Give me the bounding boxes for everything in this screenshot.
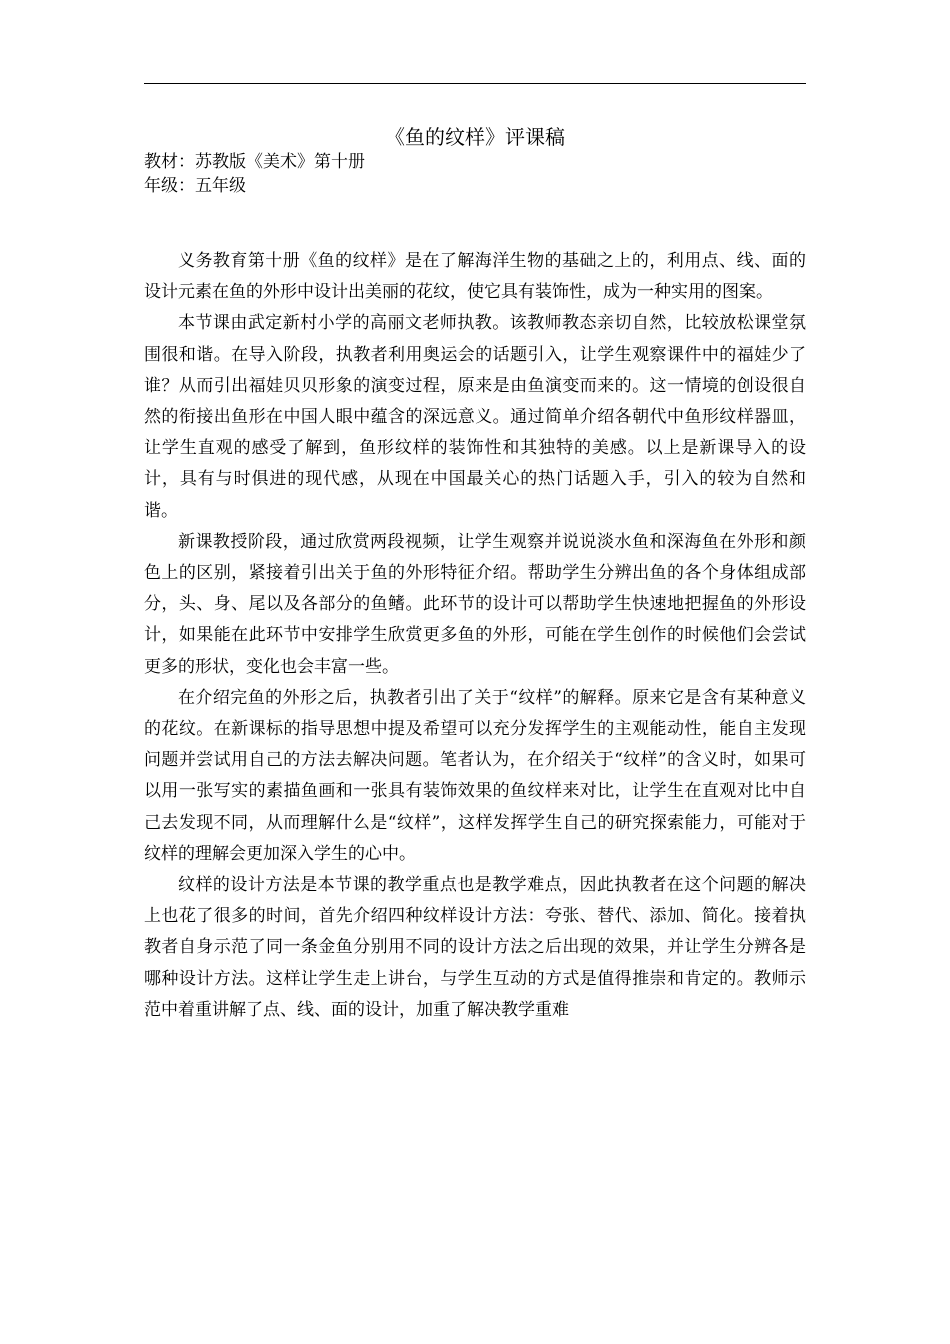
- textbook-line: 教材：苏教版《美术》第十册: [144, 152, 365, 172]
- document-title: 《鱼的纹样》评课稿: [385, 125, 565, 149]
- paragraph: 本节课由武定新村小学的高丽文老师执教。该教师教态亲切自然，比较放松课堂氛围很和谐。在导入阶段，执教者利用奥运会的话题引入，让学生观察课件中的福娃少了谁？从而引出福娃贝贝形象的演变过程，原来是由鱼演变而来的。这一情境的创设很自然的衔接出鱼形在中国人眼中蕴含的深远意义。通过简单介绍各朝代中鱼形纹样器皿，让学生直观的感受了解到，鱼形纹样的装饰性和其独特的美感。以上是新课导入的设计，具有与时俱进的现代感，从现在中国最关心的热门话题入手，引入的较为自然和谐。: [144, 313, 806, 521]
- paragraph: 义务教育第十册《鱼的纹样》是在了解海洋生物的基础之上的，利用点、线、面的设计元素在鱼的外形中设计出美丽的花纹，使它具有装饰性，成为一种实用的图案。: [144, 251, 806, 303]
- paragraph: 在介绍完鱼的外形之后，执教者引出了关于“纹样”的解释。原来它是含有某种意义的花纹。在新课标的指导思想中提及希望可以充分发挥学生的主观能动性，能自主发现问题并尝试用自己的方法去解决问题。笔者认为，在介绍关于“纹样”的含义时，如果可以用一张写实的素描鱼画和一张具有装饰效果的鱼纹样来对比，让学生在直观对比中自己去发现不同，从而理解什么是“纹样”，这样发挥学生自己的研究探索能力，可能对于纹样的理解会更加深入学生的心中。: [144, 687, 806, 864]
- document-body: [144, 246, 806, 1026]
- paragraph: 纹样的设计方法是本节课的教学重点也是教学难点，因此执教者在这个问题的解决上也花了很多的时间，首先介绍四种纹样设计方法：夸张、替代、添加、简化。接着执教者自身示范了同一条金鱼分别用不同的设计方法之后出现的效果，并让学生分辨各是哪种设计方法。这样让学生走上讲台，与学生互动的方式是值得推崇和肯定的。教师示范中着重讲解了点、线、面的设计，加重了解决教学重难: [144, 875, 806, 1020]
- document-page: [144, 0, 806, 1344]
- grade-line: 年级：五年级: [144, 176, 246, 196]
- header-rule: [144, 83, 806, 84]
- paragraph: 新课教授阶段，通过欣赏两段视频，让学生观察并说说淡水鱼和深海鱼在外形和颜色上的区别，紧接着引出关于鱼的外形特征介绍。帮助学生分辨出鱼的各个身体组成部分，头、身、尾以及各部分的鱼鳍。此环节的设计可以帮助学生快速地把握鱼的外形设计，如果能在此环节中安排学生欣赏更多鱼的外形，可能在学生创作的时候他们会尝试更多的形状，变化也会丰富一些。: [144, 531, 806, 677]
